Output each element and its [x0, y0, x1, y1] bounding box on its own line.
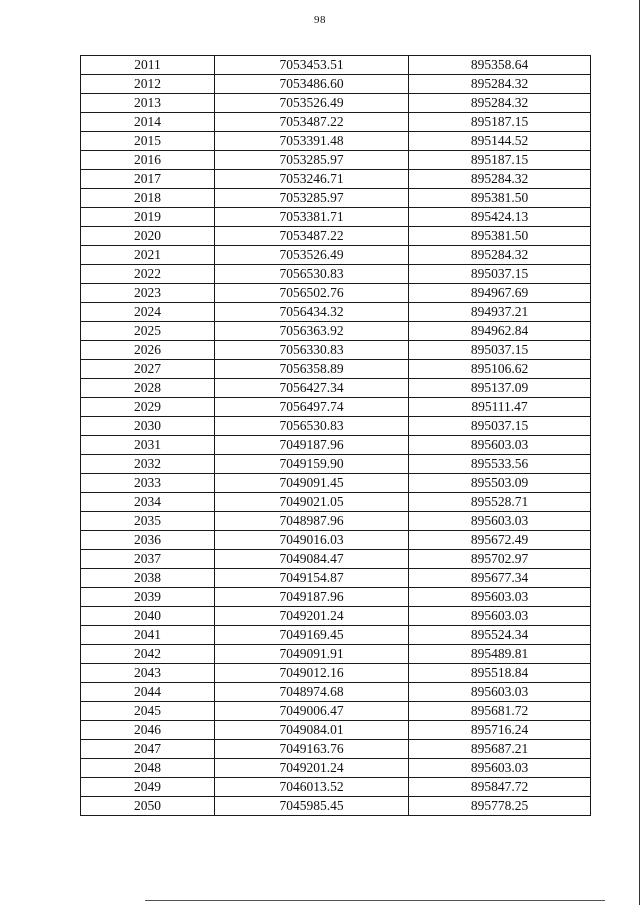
x-coordinate-cell: 7049154.87: [215, 569, 409, 588]
point-number-cell: 2023: [81, 284, 215, 303]
y-coordinate-cell: 895037.15: [409, 341, 591, 360]
y-coordinate-cell: 895603.03: [409, 683, 591, 702]
table-row: [81, 284, 591, 303]
table-row: [81, 265, 591, 284]
x-coordinate-cell: 7049159.90: [215, 455, 409, 474]
x-coordinate-cell: 7049084.47: [215, 550, 409, 569]
x-coordinate-cell: 7053526.49: [215, 246, 409, 265]
y-coordinate-cell: 895524.34: [409, 626, 591, 645]
point-number-cell: 2024: [81, 303, 215, 322]
y-coordinate-cell: 895358.64: [409, 56, 591, 75]
point-number-cell: 2035: [81, 512, 215, 531]
y-coordinate-cell: 895489.81: [409, 645, 591, 664]
table-row: [81, 588, 591, 607]
y-coordinate-cell: 895847.72: [409, 778, 591, 797]
point-number-cell: 2048: [81, 759, 215, 778]
table-row: [81, 322, 591, 341]
table-row: [81, 455, 591, 474]
x-coordinate-cell: 7049201.24: [215, 759, 409, 778]
x-coordinate-cell: 7049201.24: [215, 607, 409, 626]
table-row: [81, 75, 591, 94]
point-number-cell: 2017: [81, 170, 215, 189]
y-coordinate-cell: 895284.32: [409, 246, 591, 265]
x-coordinate-cell: 7053381.71: [215, 208, 409, 227]
point-number-cell: 2038: [81, 569, 215, 588]
point-number-cell: 2042: [81, 645, 215, 664]
y-coordinate-cell: 895702.97: [409, 550, 591, 569]
point-number-cell: 2011: [81, 56, 215, 75]
point-number-cell: 2050: [81, 797, 215, 816]
y-coordinate-cell: 895778.25: [409, 797, 591, 816]
table-row: [81, 664, 591, 683]
point-number-cell: 2012: [81, 75, 215, 94]
y-coordinate-cell: 895603.03: [409, 607, 591, 626]
x-coordinate-cell: 7053391.48: [215, 132, 409, 151]
table-row: [81, 683, 591, 702]
x-coordinate-cell: 7056502.76: [215, 284, 409, 303]
y-coordinate-cell: 895603.03: [409, 436, 591, 455]
point-number-cell: 2026: [81, 341, 215, 360]
y-coordinate-cell: 895603.03: [409, 759, 591, 778]
x-coordinate-cell: 7049169.45: [215, 626, 409, 645]
table-row: [81, 645, 591, 664]
y-coordinate-cell: 895284.32: [409, 170, 591, 189]
point-number-cell: 2019: [81, 208, 215, 227]
table-row: [81, 797, 591, 816]
table-row: [81, 379, 591, 398]
point-number-cell: 2046: [81, 721, 215, 740]
table-row: [81, 550, 591, 569]
y-coordinate-cell: 895111.47: [409, 398, 591, 417]
x-coordinate-cell: 7046013.52: [215, 778, 409, 797]
y-coordinate-cell: 895528.71: [409, 493, 591, 512]
x-coordinate-cell: 7048974.68: [215, 683, 409, 702]
x-coordinate-cell: 7049091.45: [215, 474, 409, 493]
x-coordinate-cell: 7056497.74: [215, 398, 409, 417]
point-number-cell: 2015: [81, 132, 215, 151]
y-coordinate-cell: 895106.62: [409, 360, 591, 379]
y-coordinate-cell: 895424.13: [409, 208, 591, 227]
table-row: [81, 626, 591, 645]
point-number-cell: 2039: [81, 588, 215, 607]
y-coordinate-cell: 895716.24: [409, 721, 591, 740]
table-row: [81, 759, 591, 778]
page-number: 98: [314, 14, 326, 26]
y-coordinate-cell: 895677.34: [409, 569, 591, 588]
table-row: [81, 132, 591, 151]
y-coordinate-cell: 895681.72: [409, 702, 591, 721]
table-row: [81, 189, 591, 208]
x-coordinate-cell: 7053285.97: [215, 151, 409, 170]
table-row: [81, 436, 591, 455]
point-number-cell: 2030: [81, 417, 215, 436]
x-coordinate-cell: 7056427.34: [215, 379, 409, 398]
point-number-cell: 2033: [81, 474, 215, 493]
point-number-cell: 2044: [81, 683, 215, 702]
x-coordinate-cell: 7056530.83: [215, 417, 409, 436]
y-coordinate-cell: 895187.15: [409, 151, 591, 170]
x-coordinate-cell: 7048987.96: [215, 512, 409, 531]
point-number-cell: 2037: [81, 550, 215, 569]
x-coordinate-cell: 7049006.47: [215, 702, 409, 721]
x-coordinate-cell: 7049163.76: [215, 740, 409, 759]
point-number-cell: 2031: [81, 436, 215, 455]
y-coordinate-cell: 895518.84: [409, 664, 591, 683]
y-coordinate-cell: 895381.50: [409, 189, 591, 208]
scan-edge-bottom: [145, 900, 605, 901]
x-coordinate-cell: 7049012.16: [215, 664, 409, 683]
x-coordinate-cell: 7045985.45: [215, 797, 409, 816]
table-row: [81, 151, 591, 170]
x-coordinate-cell: 7053285.97: [215, 189, 409, 208]
x-coordinate-cell: 7049084.01: [215, 721, 409, 740]
x-coordinate-cell: 7056363.92: [215, 322, 409, 341]
point-number-cell: 2049: [81, 778, 215, 797]
point-number-cell: 2022: [81, 265, 215, 284]
y-coordinate-cell: 895672.49: [409, 531, 591, 550]
table-row: [81, 341, 591, 360]
x-coordinate-cell: 7053486.60: [215, 75, 409, 94]
y-coordinate-cell: 895603.03: [409, 588, 591, 607]
point-number-cell: 2029: [81, 398, 215, 417]
x-coordinate-cell: 7056530.83: [215, 265, 409, 284]
table-row: [81, 569, 591, 588]
x-coordinate-cell: 7049021.05: [215, 493, 409, 512]
x-coordinate-cell: 7049187.96: [215, 588, 409, 607]
coordinates-table: [80, 55, 591, 816]
y-coordinate-cell: 895137.09: [409, 379, 591, 398]
x-coordinate-cell: 7049187.96: [215, 436, 409, 455]
y-coordinate-cell: 895187.15: [409, 113, 591, 132]
point-number-cell: 2020: [81, 227, 215, 246]
point-number-cell: 2034: [81, 493, 215, 512]
table-row: [81, 493, 591, 512]
y-coordinate-cell: 894962.84: [409, 322, 591, 341]
y-coordinate-cell: 894967.69: [409, 284, 591, 303]
table-row: [81, 740, 591, 759]
x-coordinate-cell: 7056358.89: [215, 360, 409, 379]
point-number-cell: 2021: [81, 246, 215, 265]
x-coordinate-cell: 7049016.03: [215, 531, 409, 550]
table-row: [81, 398, 591, 417]
y-coordinate-cell: 895687.21: [409, 740, 591, 759]
table-row: [81, 721, 591, 740]
x-coordinate-cell: 7053487.22: [215, 113, 409, 132]
point-number-cell: 2032: [81, 455, 215, 474]
point-number-cell: 2047: [81, 740, 215, 759]
point-number-cell: 2041: [81, 626, 215, 645]
point-number-cell: 2027: [81, 360, 215, 379]
table-row: [81, 360, 591, 379]
x-coordinate-cell: 7053487.22: [215, 227, 409, 246]
y-coordinate-cell: 895037.15: [409, 417, 591, 436]
y-coordinate-cell: 895381.50: [409, 227, 591, 246]
point-number-cell: 2043: [81, 664, 215, 683]
point-number-cell: 2025: [81, 322, 215, 341]
x-coordinate-cell: 7049091.91: [215, 645, 409, 664]
table-row: [81, 246, 591, 265]
table-body: [81, 56, 591, 816]
x-coordinate-cell: 7053453.51: [215, 56, 409, 75]
table-row: [81, 170, 591, 189]
table-row: [81, 531, 591, 550]
point-number-cell: 2040: [81, 607, 215, 626]
table-row: [81, 417, 591, 436]
y-coordinate-cell: 895533.56: [409, 455, 591, 474]
table-row: [81, 56, 591, 75]
x-coordinate-cell: 7053246.71: [215, 170, 409, 189]
table-row: [81, 607, 591, 626]
table-row: [81, 113, 591, 132]
table-row: [81, 94, 591, 113]
table-row: [81, 303, 591, 322]
point-number-cell: 2028: [81, 379, 215, 398]
y-coordinate-cell: 894937.21: [409, 303, 591, 322]
y-coordinate-cell: 895284.32: [409, 94, 591, 113]
point-number-cell: 2045: [81, 702, 215, 721]
point-number-cell: 2018: [81, 189, 215, 208]
y-coordinate-cell: 895503.09: [409, 474, 591, 493]
point-number-cell: 2036: [81, 531, 215, 550]
table-row: [81, 702, 591, 721]
y-coordinate-cell: 895284.32: [409, 75, 591, 94]
x-coordinate-cell: 7056434.32: [215, 303, 409, 322]
table-row: [81, 778, 591, 797]
point-number-cell: 2014: [81, 113, 215, 132]
y-coordinate-cell: 895037.15: [409, 265, 591, 284]
y-coordinate-cell: 895144.52: [409, 132, 591, 151]
point-number-cell: 2016: [81, 151, 215, 170]
table-row: [81, 227, 591, 246]
table-row: [81, 208, 591, 227]
x-coordinate-cell: 7053526.49: [215, 94, 409, 113]
x-coordinate-cell: 7056330.83: [215, 341, 409, 360]
table-row: [81, 512, 591, 531]
table-row: [81, 474, 591, 493]
point-number-cell: 2013: [81, 94, 215, 113]
y-coordinate-cell: 895603.03: [409, 512, 591, 531]
